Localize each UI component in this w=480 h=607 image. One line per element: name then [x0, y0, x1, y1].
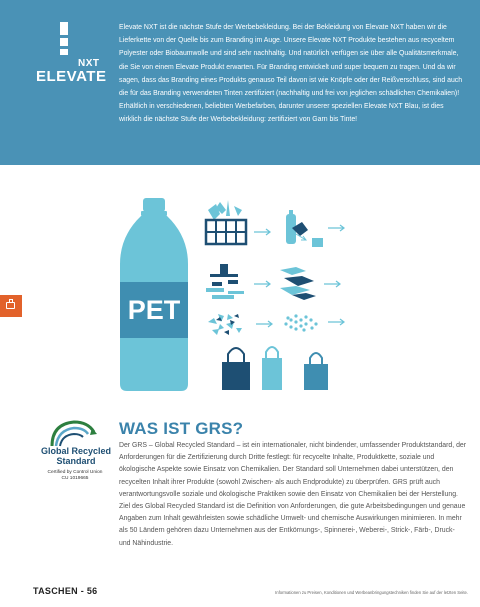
bottle-label: PET	[127, 295, 181, 325]
grs-description: Der GRS – Global Recycled Standard – ist ein internationaler, nicht bindender, umfassender Produktstandard, der Anforderungen für die Zertifizierung durch Dritte festlegt: für recycelte Inhalte, Produktkette, soziale und ökologische Aspekte sowie Einsatz von Chemikalien. Der Standard soll Unternehmen dabei unterstützen, den recycelten Inhalt ihrer Produkte (sowohl Zwischen- als auch Endprodukte) zu überprüfen. GRS prüft auch verantwortungsvolle soziale und ökologische Praktiken sowie den Einsatz von Chemikalien bei der Herstellung. Ziel des Global Recycled Standard ist die Definition von Anforderungen, die gute Arbeitsbedingungen und genaue Angaben zum Inhalt gewährleisten sowie schädliche Umwelt- und chemische Auswirkungen minimieren. In mehr als 50 Ländern gehören dazu Unternehmen aus der Entkörnungs-, Spinnerei-, Weberei-, Strick-, Färb-, Druck- und Nähindustrie.	[119, 442, 467, 547]
grs-logo-line2: Standard	[56, 456, 96, 466]
intro-paragraph: Elevate NXT ist die nächste Stufe der Werbebekleidung. Bei der Bekleidung von Elevate NXT haben wir die Lieferkette von der Quelle bis zum Branding im Auge. Unsere Elevate NXT Produkte bestehen aus recyceltem Polyester oder Biobaumwolle und sind sehr nachhaltig. Und natürlich verfügen sie über alle Qualitätsmerkmale, die Sie von einem Elevate Produkt erwarten. Für Branding entwickelt und super bequem zu tragen. Und da wir sagen, dass das Branding eines Produkts genauso Teil davon ist wie Knöpfe oder der Reißverschluss, sind auch die für das Branding verwendeten Tinten zertifiziert (nachhaltig und frei von jeglichen schädlichen Chemikalien)! Erhältlich in verschiedenen, beliebten Werbefarben, darunter unserer speziellen Elevate NXT Blau, ist dies wirklich die nächste Stufe der Werbebekleidung: zertifiziert von Garn bis Tinte!	[119, 24, 463, 124]
logo-sub-text: NXT	[78, 58, 100, 69]
grs-logo-line1: Global Recycled	[40, 446, 112, 456]
logo-mark-icon	[60, 22, 72, 56]
process-row-1	[206, 200, 344, 247]
process-row-3	[208, 314, 344, 335]
recycling-process-illustration	[116, 198, 366, 393]
footer-note: Informationen zu Preisen, Konditionen und Werbeanbringungstechniken finden Sie auf der letzten Seite.	[275, 590, 468, 595]
tote-bags	[222, 347, 328, 390]
header-banner	[0, 0, 480, 165]
bag-icon	[6, 302, 15, 309]
section-heading: WAS IST GRS?	[119, 419, 244, 438]
category-tab[interactable]	[0, 295, 22, 317]
certification-line-2: CU 1019665	[61, 476, 89, 481]
process-row-2	[206, 264, 340, 300]
elevate-nxt-logo	[32, 22, 107, 92]
page-label: TASCHEN - 56	[33, 586, 98, 596]
grs-logo	[36, 416, 112, 468]
certification-note	[34, 470, 116, 482]
pet-bottle	[120, 198, 188, 391]
certification-line-1: Certified by Control Union	[47, 470, 103, 475]
logo-wordmark: ELEVATE	[36, 68, 107, 85]
